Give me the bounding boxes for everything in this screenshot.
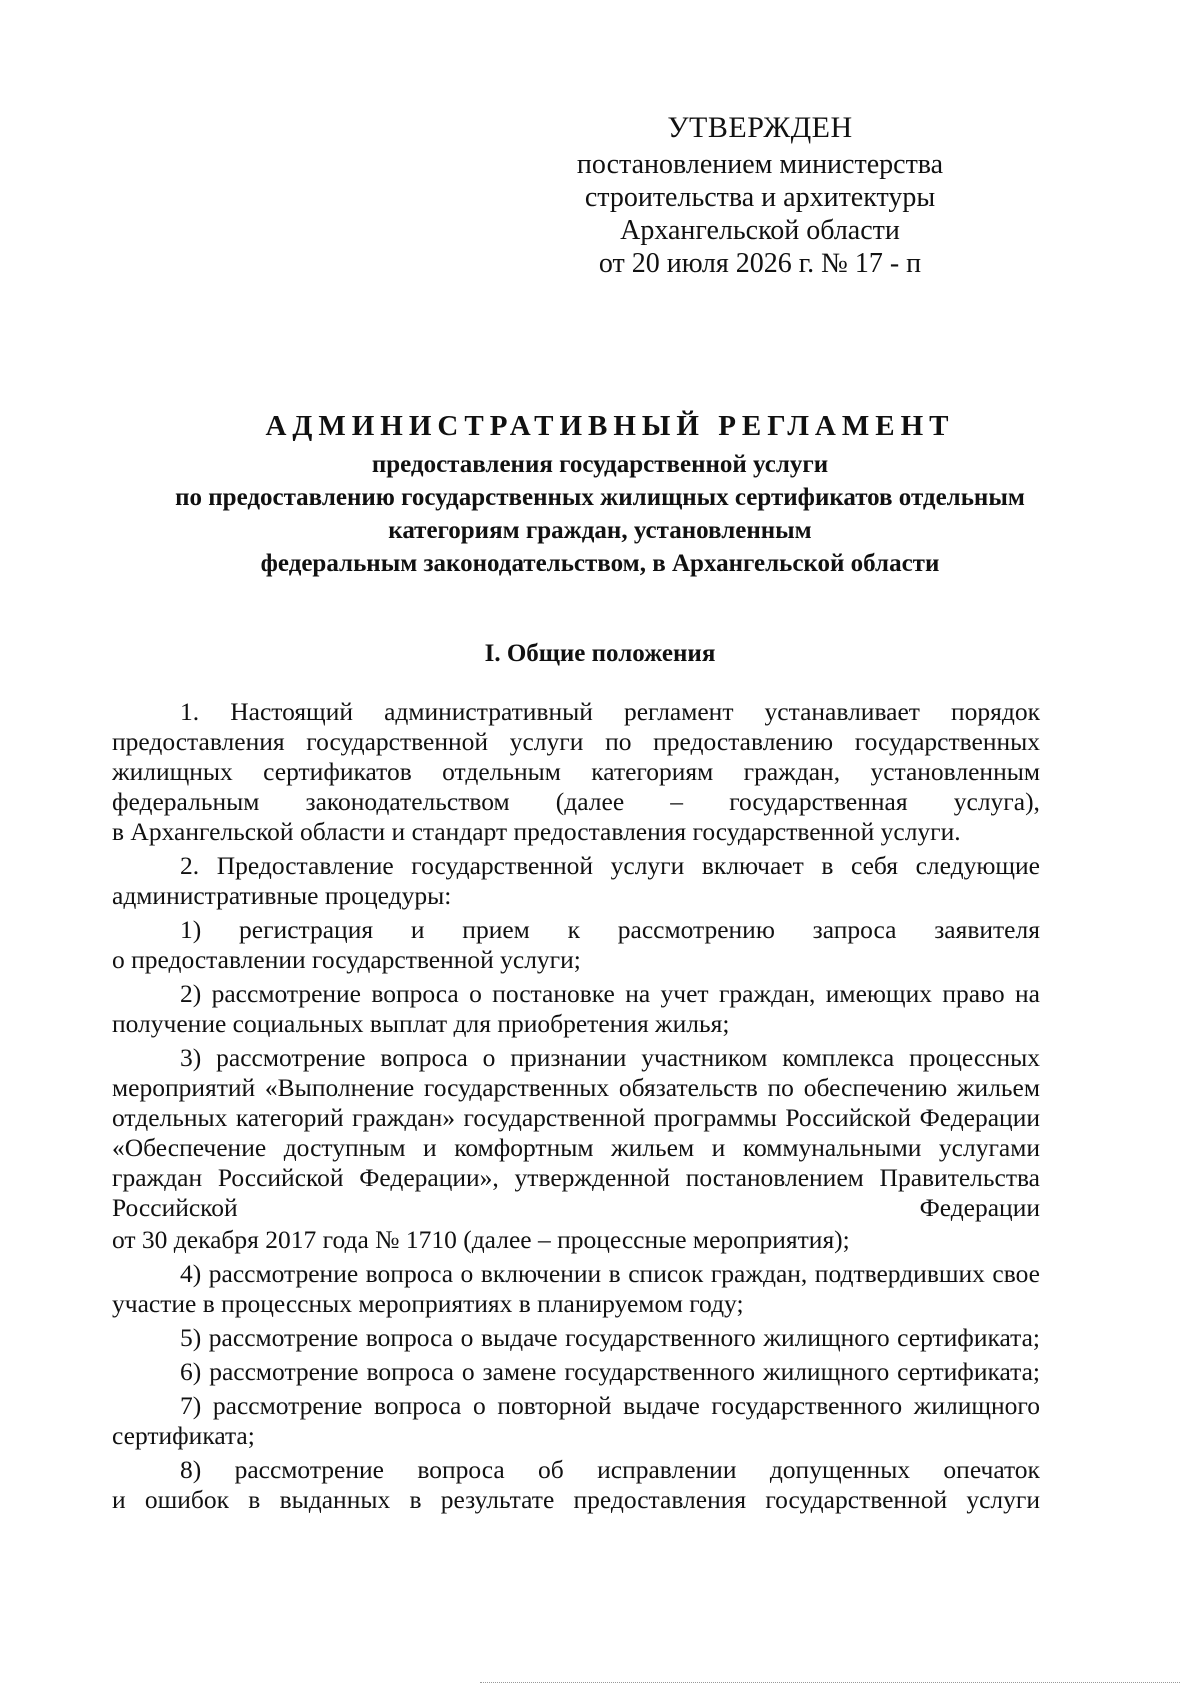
word: Российской xyxy=(112,1193,238,1222)
paragraph-line: административные процедуры: xyxy=(112,881,452,910)
word: 1) xyxy=(180,915,202,944)
word: законодательством xyxy=(305,787,510,816)
paragraph-line: 1. Настоящий административный регламент устанавливает порядок xyxy=(180,697,1040,726)
paragraph-line xyxy=(112,788,1040,816)
list-item-line: 6) рассмотрение вопроса о замене государственного жилищного сертификата; xyxy=(180,1357,1040,1386)
paragraph-line: в Архангельской области и стандарт предоставления государственной услуги. xyxy=(112,817,961,846)
list-item-line xyxy=(180,916,1040,944)
list-item-line: отдельных категорий граждан» государственной программы Российской Федерации xyxy=(112,1103,1040,1132)
title-subline: категориям граждан, установленным xyxy=(388,517,812,544)
list-item-line xyxy=(112,1194,1040,1222)
approval-line: постановлением министерства xyxy=(576,149,944,180)
title-subline: федеральным законодательством, в Архангельской области xyxy=(260,550,940,577)
title-subline: предоставления государственной услуги xyxy=(371,451,829,478)
word: запроса xyxy=(812,915,897,944)
list-item-line xyxy=(180,1456,1040,1484)
word: допущенных xyxy=(769,1455,911,1484)
list-item-line: 7) рассмотрение вопроса о повторной выдаче государственного жилищного xyxy=(180,1391,1040,1420)
word: заявителя xyxy=(934,915,1040,944)
list-item-line: и ошибок в выданных в результате предоставления государственной услуги xyxy=(112,1485,1040,1514)
word: рассмотрение xyxy=(234,1455,384,1484)
word: опечаток xyxy=(943,1455,1040,1484)
paragraph-line: жилищных сертификатов отдельным категориям граждан, установленным xyxy=(112,757,1040,786)
list-item-line: участие в процессных мероприятиях в планируемом году; xyxy=(112,1289,744,1318)
word: государственная xyxy=(729,787,908,816)
list-item-line: мероприятий «Выполнение государственных обязательств по обеспечению жильем xyxy=(112,1073,1040,1102)
approval-line: Архангельской области xyxy=(620,215,900,246)
list-item-line: получение социальных выплат для приобретения жилья; xyxy=(112,1009,730,1038)
list-item-line: «Обеспечение доступным и комфортным жильем и коммунальными услугами xyxy=(112,1133,1040,1162)
document-title xyxy=(0,404,1200,580)
word: 8) xyxy=(180,1455,202,1484)
title-subline: по предоставлению государственных жилищных сертификатов отдельным xyxy=(175,484,1025,511)
word: прием xyxy=(462,915,530,944)
word: рассмотрению xyxy=(617,915,775,944)
list-item-line: сертификата; xyxy=(112,1421,255,1450)
word: и xyxy=(410,915,425,944)
approval-line: строительства и архитектуры xyxy=(584,182,936,213)
list-item-line: о предоставлении государственной услуги; xyxy=(112,945,581,974)
paragraph-line: 2. Предоставление государственной услуги включает в себя следующие xyxy=(180,851,1040,880)
scan-artifact-divider xyxy=(480,1682,1180,1684)
approval-title: УТВЕРЖДЕН xyxy=(667,111,853,144)
list-item-line: 5) рассмотрение вопроса о выдаче государственного жилищного сертификата; xyxy=(180,1323,1040,1352)
paragraph-line: предоставления государственной услуги по предоставлению государственных xyxy=(112,727,1040,756)
title-main: АДМИНИСТРАТИВНЫЙ РЕГЛАМЕНТ xyxy=(265,410,955,442)
list-item-line: 3) рассмотрение вопроса о признании участником комплекса процессных xyxy=(180,1043,1040,1072)
section-heading: I. Общие положения xyxy=(484,640,716,667)
word: к xyxy=(567,915,580,944)
word: вопроса xyxy=(417,1455,505,1484)
word: федеральным xyxy=(112,787,260,816)
approval-stamp xyxy=(540,108,980,280)
word: регистрация xyxy=(239,915,374,944)
word: – xyxy=(670,787,684,816)
approval-line: от 20 июля 2026 г. № 17 - п xyxy=(598,248,922,279)
word: Федерации xyxy=(919,1193,1040,1222)
word: исправлении xyxy=(597,1455,737,1484)
list-item-line: граждан Российской Федерации», утвержденной постановлением Правительства xyxy=(112,1163,1040,1192)
list-item-line: 2) рассмотрение вопроса о постановке на учет граждан, имеющих право на xyxy=(180,979,1040,1008)
word: услуга), xyxy=(953,787,1040,816)
list-item-line: 4) рассмотрение вопроса о включении в список граждан, подтвердивших свое xyxy=(180,1259,1040,1288)
word: об xyxy=(538,1455,564,1484)
word: (далее xyxy=(555,787,625,816)
list-item-line: от 30 декабря 2017 года № 1710 (далее – процессные мероприятия); xyxy=(112,1225,850,1254)
